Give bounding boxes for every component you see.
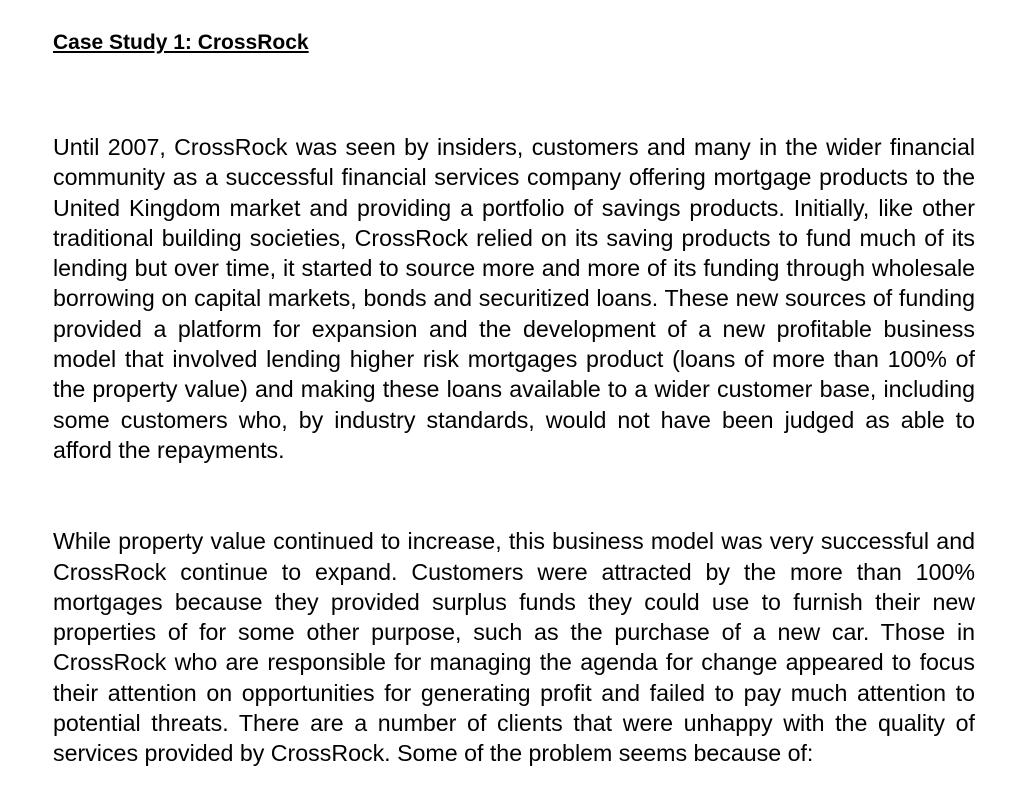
- case-study-title: Case Study 1: CrossRock: [53, 31, 309, 54]
- document-page: [53, 28, 975, 769]
- paragraph-background: Until 2007, CrossRock was seen by insiders, customers and many in the wider financial community as a successful financial services company offering mortgage products to the United Kingdom market and providing a portfolio of savings products. Initially, like other traditional building societies, CrossRock relied on its saving products to fund much of its lending but over time, it started to source more and more of its funding through wholesale borrowing on capital markets, bonds and securitized loans. These new sources of funding provided a platform for expansion and the development of a new profitable business model that involved lending higher risk mortgages product (loans of more than 100% of the property value) and making these loans available to a wider customer base, including some customers who, by industry standards, would not have been judged as able to afford the repayments.: [53, 134, 975, 463]
- paragraph-business-model: While property value continued to increase, this business model was very successful and CrossRock continue to expand. Customers were attracted by the more than 100% mortgages because they provided surplus funds they could use to furnish their new properties of for some other purpose, such as the purchase of a new car. Those in CrossRock who are responsible for managing the agenda for change appeared to focus their attention on opportunities for generating profit and failed to pay much attention to potential threats. There are a number of clients that were unhappy with the quality of services provided by CrossRock. Some of the problem seems because of:: [53, 528, 975, 767]
